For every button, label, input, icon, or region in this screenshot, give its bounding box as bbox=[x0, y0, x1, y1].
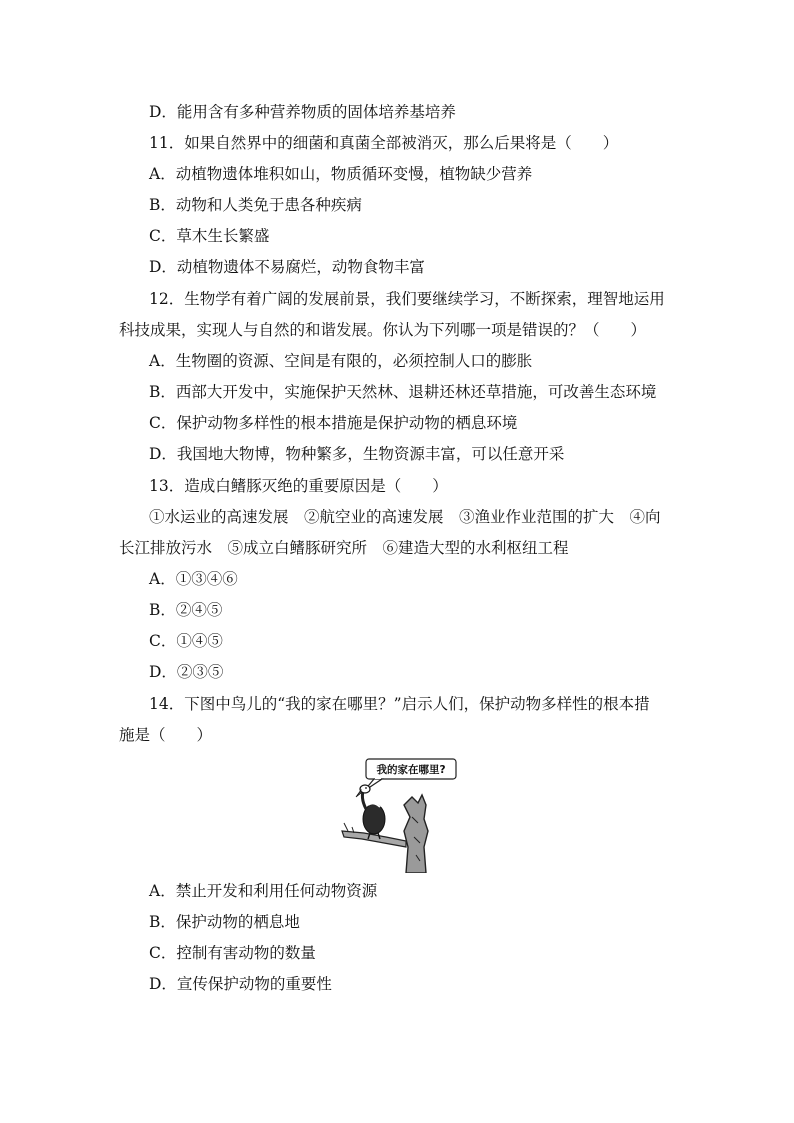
q14-option-a: A．禁止开发和利用任何动物资源 bbox=[149, 882, 378, 900]
q12-stem-line2: 科技成果，实现人与自然的和谐发展。你认为下列哪一项是错误的？（ ） bbox=[119, 321, 647, 339]
q14-stem-line1: 14．下图中鸟儿的“我的家在哪里？”启示人们，保护动物多样性的根本措 bbox=[149, 695, 650, 713]
q11-option-b: B．动物和人类免于患各种疾病 bbox=[149, 196, 362, 214]
q12-option-c: C．保护动物多样性的根本措施是保护动物的栖息环境 bbox=[149, 414, 518, 432]
q11-option-c: C．草木生长繁盛 bbox=[149, 227, 270, 245]
q13-stem: 13．造成白鳍豚灭绝的重要原因是（ ） bbox=[149, 477, 448, 495]
q14-stem-line2: 施是（ ） bbox=[119, 726, 213, 744]
q11-stem: 11．如果自然界中的细菌和真菌全部被消灭，那么后果将是（ ） bbox=[149, 134, 619, 152]
q13-items-line1: ①水运业的高速发展 ②航空业的高速发展 ③渔业作业范围的扩大 ④向 bbox=[149, 508, 661, 526]
bird-head bbox=[360, 785, 370, 793]
q11-option-a: A．动植物遗体堆积如山，物质循环变慢，植物缺少营养 bbox=[149, 165, 533, 183]
q13-option-c: C．①④⑤ bbox=[149, 632, 223, 650]
q13-option-d: D．②③⑤ bbox=[149, 663, 224, 681]
bird-on-branch-figure bbox=[334, 757, 464, 873]
q14-option-d: D．宣传保护动物的重要性 bbox=[149, 975, 332, 993]
tree-trunk bbox=[404, 795, 428, 873]
q13-option-b: B．②④⑤ bbox=[149, 601, 223, 619]
q12-option-a: A．生物圈的资源、空间是有限的，必须控制人口的膨胀 bbox=[149, 352, 533, 370]
q11-option-d: D．动植物遗体不易腐烂，动物食物丰富 bbox=[149, 258, 425, 276]
q14-option-b: B．保护动物的栖息地 bbox=[149, 913, 300, 931]
q10-option-d: D．能用含有多种营养物质的固体培养基培养 bbox=[149, 103, 456, 121]
q13-option-a: A．①③④⑥ bbox=[149, 570, 238, 588]
q12-stem-line1: 12．生物学有着广阔的发展前景，我们要继续学习，不断探索，理智地运用 bbox=[149, 290, 665, 308]
q12-option-d: D．我国地大物博，物种繁多，生物资源丰富，可以任意开采 bbox=[149, 445, 565, 463]
speech-bubble-text: 我的家在哪里? bbox=[376, 764, 446, 776]
q13-items-line2: 长江排放污水 ⑤成立白鳍豚研究所 ⑥建造大型的水利枢纽工程 bbox=[119, 539, 569, 557]
bird-beak bbox=[356, 790, 361, 797]
q12-option-b: B．西部大开发中，实施保护天然林、退耕还林还草措施，可改善生态环境 bbox=[149, 383, 657, 401]
q14-option-c: C．控制有害动物的数量 bbox=[149, 944, 316, 962]
